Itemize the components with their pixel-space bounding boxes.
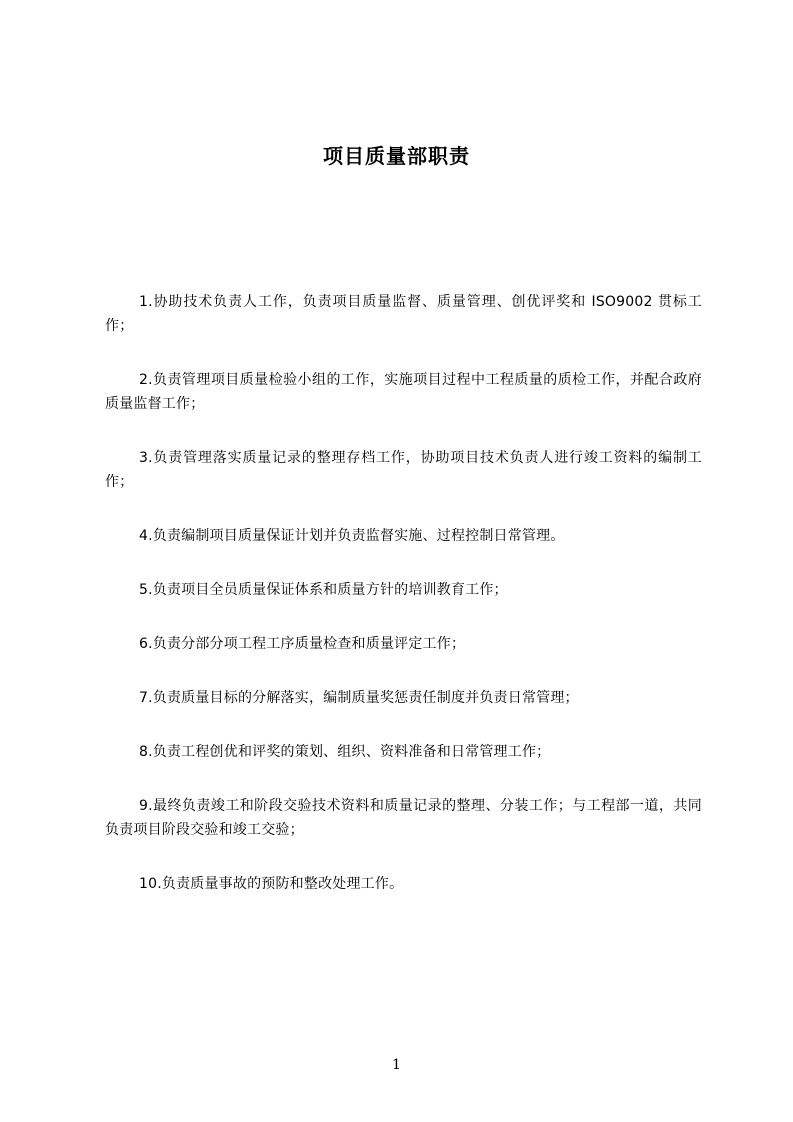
- list-item: 8.负责工程创优和评奖的策划、组织、资料准备和日常管理工作；: [139, 744, 551, 760]
- list-item: 6.负责分部分项工程工序质量检查和质量评定工作；: [139, 636, 466, 652]
- page-number: 1: [392, 1057, 401, 1073]
- list-item: 9.最终负责竣工和阶段交验技术资料和质量记录的整理、分装工作；与工程部一道，共同负责项目阶段交验和竣工交验；: [105, 798, 702, 838]
- responsibility-list: [105, 290, 702, 926]
- list-item: 1.协助技术负责人工作，负责项目质量监督、质量管理、创优评奖和 ISO9002 贯标工作；: [105, 294, 702, 334]
- list-item: 2.负责管理项目质量检验小组的工作，实施项目过程中工程质量的质检工作，并配合政府质量监督工作；: [105, 372, 702, 412]
- list-item: 3.负责管理落实质量记录的整理存档工作，协助项目技术负责人进行竣工资料的编制工作；: [105, 450, 702, 490]
- list-item: 10.负责质量事故的预防和整改处理工作。: [139, 876, 404, 892]
- page-title: 项目质量部职责: [323, 144, 470, 168]
- list-item: 4.负责编制项目质量保证计划并负责监督实施、过程控制日常管理。: [139, 528, 565, 544]
- list-item: 7.负责质量目标的分解落实，编制质量奖惩责任制度并负责日常管理；: [139, 690, 579, 706]
- list-item: 5.负责项目全员质量保证体系和质量方针的培训教育工作；: [139, 582, 508, 598]
